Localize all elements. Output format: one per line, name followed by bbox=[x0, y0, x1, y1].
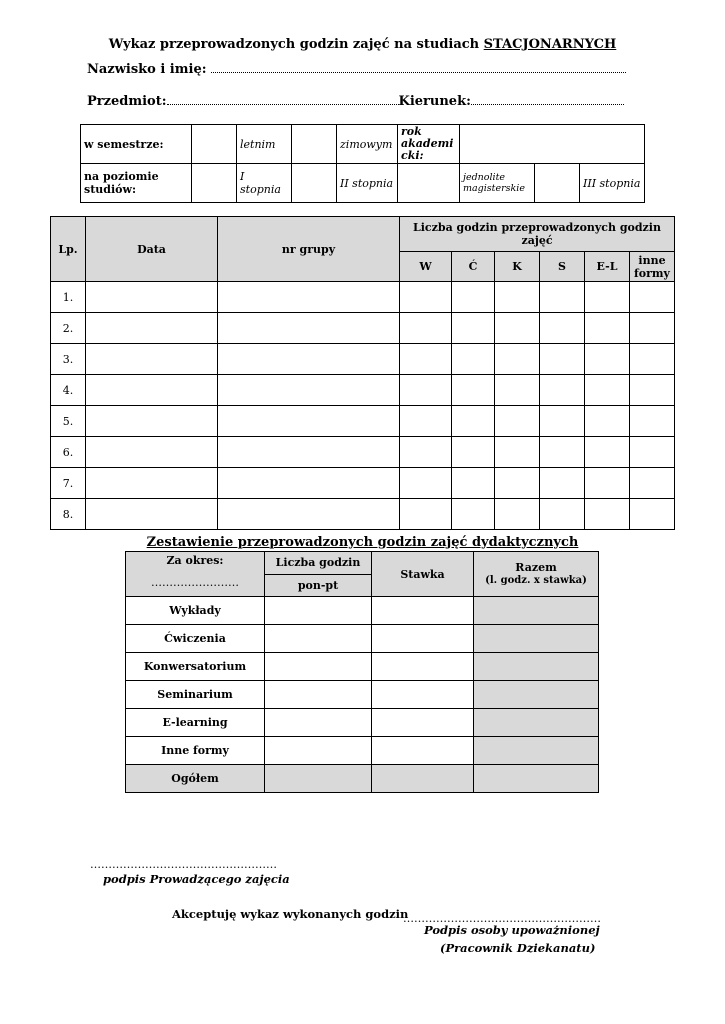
col-k: K bbox=[495, 252, 540, 282]
period-header bbox=[126, 552, 265, 597]
summary-total-cell bbox=[474, 681, 599, 709]
rok-akademicki-label: rok akademi cki: bbox=[398, 125, 460, 164]
checkbox-cell[interactable] bbox=[192, 164, 237, 203]
hours-cell[interactable] bbox=[400, 313, 452, 344]
subject-field[interactable] bbox=[87, 94, 624, 109]
checkbox-cell[interactable] bbox=[292, 164, 337, 203]
summary-row bbox=[126, 681, 599, 709]
table-row bbox=[51, 499, 675, 530]
summary-row-label: Ćwiczenia bbox=[126, 625, 265, 653]
hours-cell[interactable] bbox=[540, 437, 585, 468]
semester-row bbox=[81, 125, 645, 164]
summary-rate-cell[interactable] bbox=[372, 681, 474, 709]
table-row bbox=[51, 437, 675, 468]
hours-cell[interactable] bbox=[400, 437, 452, 468]
third-degree-label: III stopnia bbox=[580, 164, 645, 203]
rok-akademicki-value[interactable] bbox=[460, 125, 645, 164]
summary-row bbox=[126, 737, 599, 765]
row-number: 4. bbox=[51, 375, 86, 406]
name-label: Nazwisko i imię: bbox=[87, 62, 207, 77]
date-cell[interactable] bbox=[86, 406, 218, 437]
summary-row-label: Konwersatorium bbox=[126, 653, 265, 681]
summary-total-cell bbox=[474, 653, 599, 681]
hours-cell[interactable] bbox=[630, 406, 675, 437]
first-degree-label: I stopnia bbox=[237, 164, 292, 203]
hours-cell[interactable] bbox=[630, 344, 675, 375]
date-cell[interactable] bbox=[86, 282, 218, 313]
group-cell[interactable] bbox=[218, 313, 400, 344]
summary-title: Zestawienie przeprowadzonych godzin zajęć dydaktycznych bbox=[146, 535, 579, 550]
level-label: na poziomie studiów: bbox=[81, 164, 192, 203]
hours-cell[interactable] bbox=[452, 375, 495, 406]
summary-row bbox=[126, 625, 599, 653]
hours-cell[interactable] bbox=[585, 313, 630, 344]
level-row bbox=[81, 164, 645, 203]
table-row bbox=[51, 344, 675, 375]
hours-cell[interactable] bbox=[585, 499, 630, 530]
summary-row bbox=[126, 653, 599, 681]
group-cell[interactable] bbox=[218, 468, 400, 499]
hours-cell[interactable] bbox=[452, 468, 495, 499]
date-cell[interactable] bbox=[86, 375, 218, 406]
summary-row-label: E-learning bbox=[126, 709, 265, 737]
date-cell[interactable] bbox=[86, 468, 218, 499]
table-row bbox=[51, 313, 675, 344]
summary-hours-cell[interactable] bbox=[265, 681, 372, 709]
authorized-signature-line[interactable]: ……………………………………………… bbox=[403, 912, 601, 925]
period-label: Za okres: bbox=[166, 554, 224, 567]
document-title bbox=[0, 37, 725, 52]
subject-label: Przedmiot: bbox=[87, 94, 167, 109]
zimowym-label: zimowym bbox=[337, 125, 398, 164]
row-number: 8. bbox=[51, 499, 86, 530]
grand-total-cell bbox=[265, 765, 372, 793]
col-w: W bbox=[400, 252, 452, 282]
name-dots[interactable] bbox=[211, 62, 626, 73]
hours-cell[interactable] bbox=[400, 282, 452, 313]
title-underlined: STACJONARNYCH bbox=[483, 37, 617, 52]
name-field[interactable] bbox=[87, 62, 626, 77]
summary-rate-cell[interactable] bbox=[372, 737, 474, 765]
summary-total-cell bbox=[474, 737, 599, 765]
hours-table bbox=[50, 216, 675, 530]
group-cell[interactable] bbox=[218, 406, 400, 437]
hours-cell[interactable] bbox=[495, 344, 540, 375]
group-cell[interactable] bbox=[218, 437, 400, 468]
direction-label: Kierunek: bbox=[398, 94, 471, 109]
hours-cell[interactable] bbox=[585, 437, 630, 468]
total-sub: (l. godz. x stawka) bbox=[485, 575, 587, 586]
group-cell[interactable] bbox=[218, 499, 400, 530]
summary-row-label: Wykłady bbox=[126, 597, 265, 625]
col-s: S bbox=[540, 252, 585, 282]
table-row bbox=[51, 375, 675, 406]
title-text: Wykaz przeprowadzonych godzin zajęć na studiach bbox=[108, 37, 484, 52]
col-inne: inne formy bbox=[630, 252, 675, 282]
summary-row-label: Inne formy bbox=[126, 737, 265, 765]
summary-rate-cell[interactable] bbox=[372, 597, 474, 625]
period-dots[interactable]: …………………… bbox=[151, 576, 239, 589]
teacher-signature-line[interactable]: …………………………………………… bbox=[90, 858, 277, 871]
direction-dots[interactable] bbox=[471, 94, 624, 105]
row-number: 3. bbox=[51, 344, 86, 375]
teacher-signature-label bbox=[103, 872, 290, 886]
hours-cell[interactable] bbox=[585, 282, 630, 313]
summary-row-label: Seminarium bbox=[126, 681, 265, 709]
summary-hours-cell[interactable] bbox=[265, 653, 372, 681]
row-number: 7. bbox=[51, 468, 86, 499]
date-cell[interactable] bbox=[86, 499, 218, 530]
semester-label: w semestrze: bbox=[81, 125, 192, 164]
summary-hours-cell[interactable] bbox=[265, 597, 372, 625]
semester-table bbox=[80, 124, 645, 203]
hours-cell[interactable] bbox=[400, 468, 452, 499]
hours-cell[interactable] bbox=[540, 468, 585, 499]
hours-cell[interactable] bbox=[495, 375, 540, 406]
hours-cell[interactable] bbox=[452, 344, 495, 375]
authorized-signature-text: Podpis osoby upoważnionej bbox=[424, 923, 600, 937]
hours-cell[interactable] bbox=[630, 437, 675, 468]
hours-cell[interactable] bbox=[452, 313, 495, 344]
hours-cell[interactable] bbox=[630, 282, 675, 313]
subject-dots[interactable] bbox=[167, 94, 399, 105]
letnim-label: letnim bbox=[237, 125, 292, 164]
hours-cell[interactable] bbox=[630, 313, 675, 344]
hours-cell[interactable] bbox=[400, 375, 452, 406]
summary-rate-cell[interactable] bbox=[372, 653, 474, 681]
teacher-signature-text: podpis Prowadzącego zajęcia bbox=[103, 872, 290, 886]
summary-total-cell bbox=[474, 597, 599, 625]
total-header bbox=[474, 552, 599, 597]
hours-cell[interactable] bbox=[540, 375, 585, 406]
summary-rate-cell[interactable] bbox=[372, 625, 474, 653]
checkbox-cell[interactable] bbox=[398, 164, 460, 203]
table-row bbox=[51, 406, 675, 437]
hours-cell[interactable] bbox=[452, 499, 495, 530]
date-cell[interactable] bbox=[86, 313, 218, 344]
summary-row bbox=[126, 709, 599, 737]
hours-cell[interactable] bbox=[630, 468, 675, 499]
hours-cell[interactable] bbox=[585, 375, 630, 406]
hours-cell[interactable] bbox=[540, 406, 585, 437]
hours-cell[interactable] bbox=[495, 437, 540, 468]
col-lp: Lp. bbox=[51, 217, 86, 282]
row-number: 1. bbox=[51, 282, 86, 313]
group-cell[interactable] bbox=[218, 282, 400, 313]
summary-hours-cell[interactable] bbox=[265, 625, 372, 653]
summary-hours-cell[interactable] bbox=[265, 709, 372, 737]
dean-office-label bbox=[440, 941, 595, 955]
row-number: 6. bbox=[51, 437, 86, 468]
hours-cell[interactable] bbox=[630, 375, 675, 406]
col-group: nr grupy bbox=[218, 217, 400, 282]
summary-table bbox=[125, 551, 599, 793]
col-hours: Liczba godzin przeprowadzonych godzin zajęć bbox=[400, 217, 675, 252]
grand-total-label: Ogółem bbox=[126, 765, 265, 793]
hours-cell[interactable] bbox=[400, 499, 452, 530]
hours-subheader: pon-pt bbox=[265, 574, 372, 597]
hours-cell[interactable] bbox=[495, 406, 540, 437]
summary-header-row bbox=[126, 552, 599, 575]
total-label: Razem bbox=[515, 561, 557, 574]
header-row bbox=[51, 217, 675, 252]
hours-cell[interactable] bbox=[585, 406, 630, 437]
col-c: Ć bbox=[452, 252, 495, 282]
checkbox-cell[interactable] bbox=[192, 125, 237, 164]
rate-header: Stawka bbox=[372, 552, 474, 597]
summary-row bbox=[126, 597, 599, 625]
group-cell[interactable] bbox=[218, 344, 400, 375]
accept-label: Akceptuję wykaz wykonanych godzin bbox=[172, 907, 409, 921]
hours-cell[interactable] bbox=[495, 468, 540, 499]
date-cell[interactable] bbox=[86, 437, 218, 468]
date-cell[interactable] bbox=[86, 344, 218, 375]
authorized-signature-label bbox=[424, 923, 600, 937]
group-cell[interactable] bbox=[218, 375, 400, 406]
col-el: E-L bbox=[585, 252, 630, 282]
dean-office-text: (Pracownik Dziekanatu) bbox=[440, 941, 596, 955]
hours-cell[interactable] bbox=[495, 282, 540, 313]
hours-cell[interactable] bbox=[630, 499, 675, 530]
hours-header: Liczba godzin bbox=[265, 552, 372, 575]
hours-cell[interactable] bbox=[452, 406, 495, 437]
grand-total-cell bbox=[372, 765, 474, 793]
unified-label: jednolite magisterskie bbox=[460, 164, 535, 203]
col-data: Data bbox=[86, 217, 218, 282]
hours-cell[interactable] bbox=[540, 344, 585, 375]
table-row bbox=[51, 468, 675, 499]
hours-cell[interactable] bbox=[540, 313, 585, 344]
grand-total-row bbox=[126, 765, 599, 793]
table-row bbox=[51, 282, 675, 313]
summary-total-cell bbox=[474, 709, 599, 737]
row-number: 5. bbox=[51, 406, 86, 437]
second-degree-label: II stopnia bbox=[337, 164, 398, 203]
hours-cell[interactable] bbox=[540, 499, 585, 530]
hours-cell[interactable] bbox=[585, 344, 630, 375]
hours-cell[interactable] bbox=[495, 313, 540, 344]
hours-cell[interactable] bbox=[540, 282, 585, 313]
hours-cell[interactable] bbox=[452, 282, 495, 313]
hours-cell[interactable] bbox=[400, 406, 452, 437]
grand-total-cell bbox=[474, 765, 599, 793]
hours-cell[interactable] bbox=[495, 499, 540, 530]
summary-total-cell bbox=[474, 625, 599, 653]
summary-rate-cell[interactable] bbox=[372, 709, 474, 737]
checkbox-cell[interactable] bbox=[535, 164, 580, 203]
summary-hours-cell[interactable] bbox=[265, 737, 372, 765]
row-number: 2. bbox=[51, 313, 86, 344]
hours-cell[interactable] bbox=[452, 437, 495, 468]
hours-cell[interactable] bbox=[400, 344, 452, 375]
hours-cell[interactable] bbox=[585, 468, 630, 499]
checkbox-cell[interactable] bbox=[292, 125, 337, 164]
